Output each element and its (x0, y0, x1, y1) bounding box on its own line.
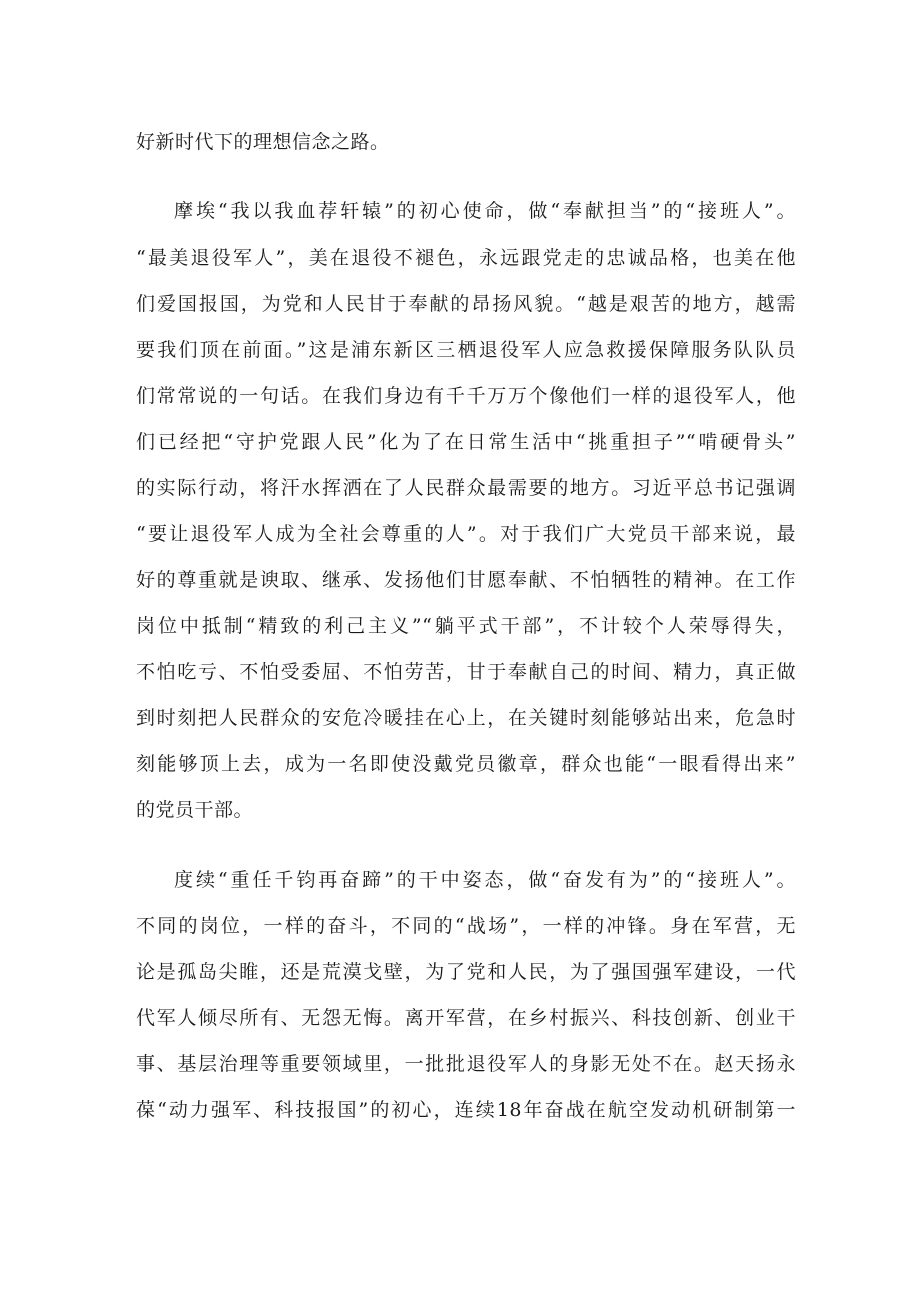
paragraph-2-line-14: 的党员干部。 (136, 799, 254, 821)
paragraph-2-line-6: 们已经把“守护党跟人民”化为了在日常生活中“挑重担子”“啃硬骨头” (136, 431, 796, 453)
paragraph-2-line-8: “要让退役军人成为全社会尊重的人”。对于我们广大党员干部来说，最 (136, 523, 796, 545)
paragraph-2-line-13: 刻能够顶上去，成为一名即使没戴党员徽章，群众也能“一眼看得出来” (136, 753, 796, 775)
paragraph-1-line-1: 好新时代下的理想信念之路。 (136, 131, 390, 153)
paragraph-2-line-10: 岗位中抵制“精致的利己主义”“躺平式干部”，不计较个人荣辱得失， (136, 615, 796, 637)
paragraph-2-line-12: 到时刻把人民群众的安危冷暖挂在心上，在关键时刻能够站出来，危急时 (136, 707, 796, 729)
paragraph-2-line-4: 要我们顶在前面。”这是浦东新区三栖退役军人应急救援保障服务队队员 (136, 339, 796, 361)
paragraph-2-line-2: “最美退役军人”，美在退役不褪色，永远跟党走的忠诚品格，也美在他 (136, 247, 796, 269)
paragraph-3-line-2: 不同的岗位，一样的奋斗，不同的“战场”，一样的冲锋。身在军营，无 (136, 915, 796, 937)
paragraph-3-line-3: 论是孤岛尖睢，还是荒漠戈壁，为了党和人民，为了强国强军建设，一代 (136, 961, 796, 983)
paragraph-3-line-6: 葆“动力强军、科技报国”的初心，连续18年奋战在航空发动机研制第一 (136, 1099, 796, 1121)
paragraph-2-line-3: 们爱国报国，为党和人民甘于奉献的昂扬风貌。“越是艰苦的地方，越需 (136, 293, 796, 315)
paragraph-3-line-4: 代军人倾尽所有、无怨无悔。离开军营，在乡村振兴、科技创新、创业干 (136, 1007, 796, 1029)
paragraph-3-line-1: 度续“重任千钧再奋蹄”的干中姿态，做“奋发有为”的“接班人”。 (174, 869, 796, 891)
paragraph-2-line-9: 好的尊重就是谀取、继承、发扬他们甘愿奉献、不怕牺牲的精神。在工作 (136, 569, 796, 591)
paragraph-2-line-11: 不怕吃亏、不怕受委屈、不怕劳苦，甘于奉献自己的时间、精力，真正做 (136, 661, 796, 683)
paragraph-2-line-7: 的实际行动，将汗水挥洒在了人民群众最需要的地方。习近平总书记强调 (136, 477, 796, 499)
paragraph-2-line-1: 摩埃“我以我血荐轩辕”的初心使命，做“奉献担当”的“接班人”。 (174, 200, 796, 222)
paragraph-2-line-5: 们常常说的一句话。在我们身边有千千万万个像他们一样的退役军人，他 (136, 385, 796, 407)
paragraph-3-line-5: 事、基层治理等重要领域里，一批批退役军人的身影无处不在。赵天扬永 (136, 1053, 796, 1075)
